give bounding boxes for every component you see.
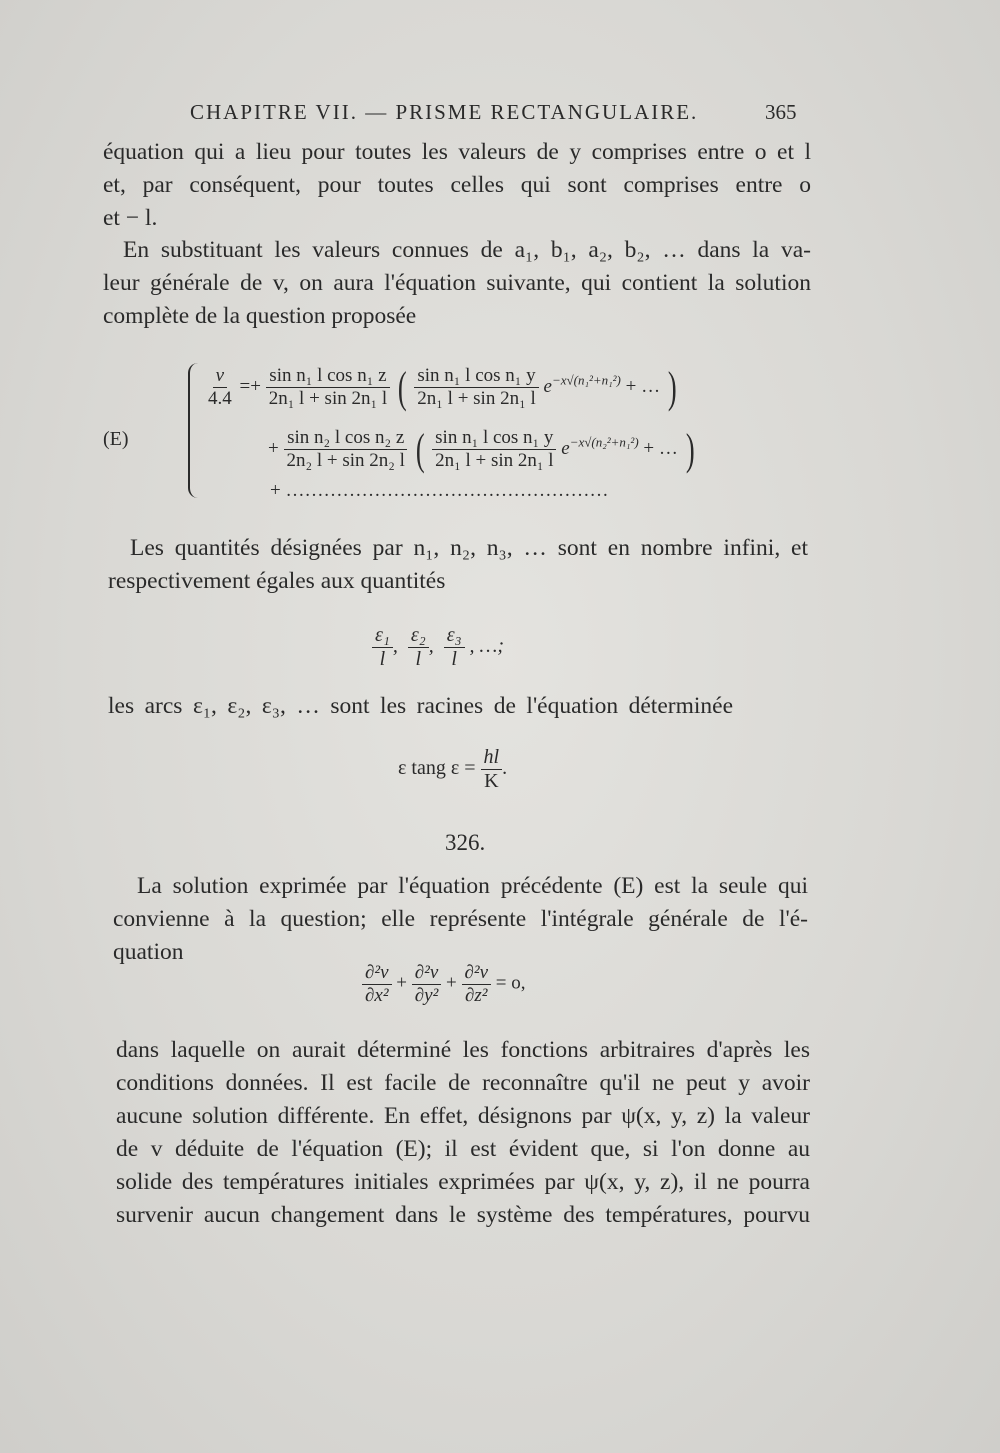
text-line: et − l. bbox=[103, 205, 158, 231]
equation-e-row-1 bbox=[205, 362, 680, 413]
fraction-eps2 bbox=[408, 624, 429, 671]
text-line: convienne à la question; elle représente l'intégrale générale de l'é- bbox=[113, 906, 808, 932]
page-number: 365 bbox=[765, 100, 797, 124]
denominator: 2n₁ l + sin 2n₁ l bbox=[417, 388, 536, 409]
numerator: ε₁ bbox=[372, 624, 393, 648]
numerator: ∂²v bbox=[412, 962, 442, 985]
left-paren: ( bbox=[415, 425, 425, 474]
equals-zero: = o, bbox=[495, 972, 526, 994]
tangent-lhs: ε tang ε = bbox=[398, 757, 476, 780]
text-line: survenir aucun changement dans le système des températures, pourvu bbox=[116, 1202, 810, 1228]
numerator: ∂²v bbox=[462, 962, 492, 985]
denominator: 2n₂ l + sin 2n₂ l bbox=[286, 450, 405, 471]
denominator: 2n₁ l + sin 2n₁ l bbox=[435, 450, 554, 471]
fraction-eps1 bbox=[372, 624, 393, 671]
fraction-d2v-dx2 bbox=[362, 962, 392, 1007]
text-line: de v déduite de l'équation (E); il est évident que, si l'on donne au bbox=[116, 1136, 810, 1162]
denominator: ∂z² bbox=[465, 984, 488, 1006]
exponential-base: e bbox=[543, 375, 552, 397]
fraction-hl-k bbox=[481, 746, 503, 793]
text-line: solide des températures initiales exprimées par ψ(x, y, z), il ne pourra bbox=[116, 1169, 810, 1195]
paragraph-2 bbox=[103, 234, 811, 333]
paragraph-3 bbox=[108, 532, 808, 598]
numerator: ε₃ bbox=[444, 624, 465, 648]
paragraph-5 bbox=[113, 870, 808, 969]
equation-label: (E) bbox=[103, 428, 129, 450]
right-paren: ) bbox=[685, 425, 695, 474]
lhs-denominator: 4.4 bbox=[208, 388, 232, 409]
denominator: ∂y² bbox=[414, 984, 439, 1006]
epsilon-list: $\frac{\text{ε₁}}{l}$ , $\frac{\text{ε₂}}{l}$ , $\frac{\text{ε₃}}{l}$ , …; bbox=[372, 624, 504, 671]
paragraph-1 bbox=[103, 136, 811, 235]
fraction-d2v-dy2 bbox=[412, 962, 442, 1007]
text-line: les arcs ε₁, ε₂, ε₃, … sont les racines de l'équation déterminée bbox=[108, 693, 733, 719]
text-line: aucune solution différente. En effet, désignons par ψ(x, y, z) la valeur bbox=[116, 1103, 810, 1129]
exponent: −x√(n₁²+n₁²) bbox=[551, 372, 621, 388]
equation-e-row-2 bbox=[268, 424, 697, 475]
text-line: conditions données. Il est facile de reconnaître qu'il ne peut y avoir bbox=[116, 1070, 810, 1096]
numerator: sin n₁ l cos n₁ y bbox=[432, 427, 556, 450]
numerator: ∂²v bbox=[362, 962, 392, 985]
lhs-numerator: v bbox=[213, 365, 227, 388]
text-line: leur générale de v, on aura l'équation suivante, qui contient la solution bbox=[103, 270, 811, 296]
text-line: complète de la question proposée bbox=[103, 303, 417, 329]
text-line: Les quantités désignées par n₁, n₂, n₃, … sont en nombre infini, et bbox=[130, 535, 808, 561]
text-line: quation bbox=[113, 939, 184, 965]
denominator: l bbox=[451, 648, 457, 670]
denominator: ∂x² bbox=[365, 984, 389, 1006]
paragraph-6 bbox=[116, 1034, 810, 1232]
denominator: l bbox=[379, 648, 386, 670]
fraction-sin-y bbox=[432, 427, 556, 472]
equation-e-row-3: + …………………………………………… bbox=[270, 480, 609, 501]
numerator: hl bbox=[481, 746, 503, 770]
right-paren: ) bbox=[667, 363, 677, 412]
numerator: sin n₁ l cos n₁ z bbox=[266, 365, 389, 388]
denominator: 2n₁ l + sin 2n₁ l bbox=[268, 388, 388, 409]
numerator: ε₂ bbox=[408, 624, 429, 648]
denominator: K bbox=[484, 770, 499, 792]
period: . bbox=[502, 757, 508, 780]
left-paren: ( bbox=[397, 363, 407, 412]
plus-sign: + bbox=[396, 972, 407, 994]
fraction-eps3 bbox=[444, 624, 465, 671]
exponential-base: e bbox=[561, 437, 570, 459]
fraction-d2v-dz2 bbox=[462, 962, 492, 1007]
text-line: dans laquelle on aurait déterminé les fonctions arbitraires d'après les bbox=[116, 1037, 810, 1063]
text-line: En substituant les valeurs connues de a₁, b₁, a₂, b₂, … dans la va- bbox=[123, 237, 811, 263]
series-tail: + … bbox=[625, 375, 661, 397]
equation-tangent bbox=[398, 746, 507, 793]
equation-laplace bbox=[362, 962, 526, 1007]
numerator: sin n₁ l cos n₁ y bbox=[414, 365, 538, 388]
paragraph-4 bbox=[108, 690, 733, 723]
equals-plus: =+ bbox=[239, 375, 261, 397]
text-line: équation qui a lieu pour toutes les valeurs de y comprises entre o et l bbox=[103, 139, 811, 165]
plus-sign: + bbox=[268, 437, 279, 459]
list-tail: , …; bbox=[469, 635, 504, 658]
denominator: l bbox=[415, 648, 422, 670]
lhs-fraction bbox=[205, 365, 235, 410]
text-line: et, par conséquent, pour toutes celles qui sont comprises entre o bbox=[103, 172, 811, 198]
fraction-sin-z bbox=[283, 427, 407, 472]
numerator: sin n₂ l cos n₂ z bbox=[284, 427, 407, 450]
series-tail: + … bbox=[643, 437, 678, 459]
text-line: La solution exprimée par l'équation précédente (E) est la seule qui bbox=[137, 873, 808, 899]
fraction-sin-z bbox=[266, 365, 390, 410]
exponent: −x√(n₂²+n₁²) bbox=[569, 434, 639, 450]
text-line: respectivement égales aux quantités bbox=[108, 568, 446, 594]
plus-sign: + bbox=[446, 972, 457, 994]
running-header: CHAPITRE VII. — PRISME RECTANGULAIRE. bbox=[190, 100, 699, 124]
equation-brace bbox=[188, 363, 204, 498]
section-number: 326. bbox=[445, 830, 486, 855]
fraction-sin-y bbox=[414, 365, 538, 410]
